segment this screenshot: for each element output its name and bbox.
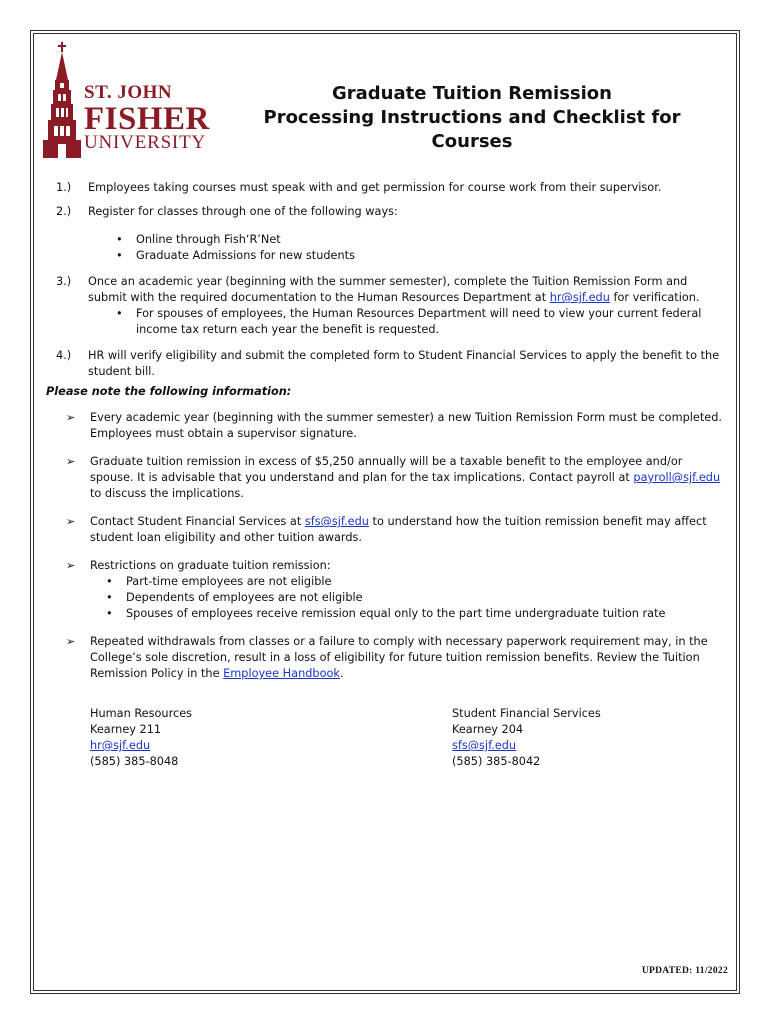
note-item (46, 454, 728, 502)
arrow-bullet-icon: ➢ (66, 455, 76, 468)
arrow-bullet-icon: ➢ (66, 559, 76, 572)
document-body (46, 180, 728, 770)
list-item: • Part-time employees are not eligible (86, 574, 728, 590)
note-heading: Please note the following information: (46, 385, 292, 398)
step-number: 2.) (56, 205, 72, 218)
contact-name: Student Financial Services (452, 707, 601, 720)
list-item: • For spouses of employees, the Human Resources Department will need to view your current federal income tax return each year the benefit is requested. (88, 306, 728, 338)
note-item (46, 514, 728, 546)
updated-date: UPDATED: 11/2022 (641, 966, 728, 976)
title-line-1: Graduate Tuition Remission (331, 83, 612, 104)
step-number: 1.) (56, 181, 72, 194)
contact-location: Kearney 204 (452, 723, 524, 736)
arrow-bullet-icon: ➢ (66, 515, 76, 528)
step-number: 3.) (56, 275, 72, 288)
tower-icon (40, 40, 84, 158)
arrow-bullet-icon: ➢ (66, 411, 76, 424)
note-text: Graduate tuition remission in excess of $5,250 annually will be a taxable benefit to the employee and/or spouse. It is advisable that you understand and plan for the tax implications. Contact payroll at (90, 455, 683, 484)
step-2 (46, 204, 728, 264)
hr-email-link[interactable]: hr@sjf.edu (549, 291, 610, 304)
logo-line-st-john: ST. JOHN (84, 82, 173, 103)
contact-student-financial-services (452, 706, 601, 770)
step-number: 4.) (56, 349, 72, 362)
document-title (236, 82, 708, 154)
contact-location: Kearney 211 (90, 723, 162, 736)
list-item: • Spouses of employees receive remission equal only to the part time undergraduate tuition rate (86, 606, 728, 622)
sfs-email-link[interactable]: sfs@sjf.edu (304, 515, 369, 528)
contact-phone: (585) 385-8048 (90, 755, 179, 768)
arrow-bullet-icon: ➢ (66, 635, 76, 648)
step-text: Once an academic year (beginning with the summer semester), complete the Tuition Remission Form and submit with the required documentation to the Human Resources Department at (88, 275, 688, 304)
step-text: Employees taking courses must speak with and get permission for course work from their supervisor. (88, 181, 662, 194)
note-text-after: to understand how the tuition remission benefit may affect student loan eligibility and other tuition awards. (90, 515, 707, 544)
payroll-email-link[interactable]: payroll@sjf.edu (633, 471, 721, 484)
step-text: Register for classes through one of the following ways: (88, 205, 398, 218)
step-3 (46, 274, 728, 338)
logo-line-fisher: FISHER (84, 101, 210, 137)
step-text-after: for verification. (613, 291, 700, 304)
step-3-bullets (88, 306, 728, 338)
contacts-section (46, 706, 728, 770)
note-text: Repeated withdrawals from classes or a failure to comply with necessary paperwork requirement may, in the College’s sole discretion, result in a loss of eligibility for future tuition remission benefits. Review the Tuition Remission Policy in the (90, 635, 708, 680)
note-item (46, 634, 728, 682)
title-line-2: Processing Instructions and Checklist for Courses (263, 107, 681, 152)
note-text: Every academic year (beginning with the summer semester) a new Tuition Remission Form must be completed. Employees must obtain a supervisor signature. (90, 411, 722, 440)
step-2-bullets (88, 232, 728, 264)
logo-line-university: UNIVERSITY (84, 132, 206, 153)
note-text: Contact Student Financial Services at (90, 515, 302, 528)
contact-name: Human Resources (90, 707, 193, 720)
note-text: Restrictions on graduate tuition remission: (90, 559, 331, 572)
contact-phone: (585) 385-8042 (452, 755, 541, 768)
step-text: HR will verify eligibility and submit the completed form to Student Financial Services to apply the benefit to the student bill. (88, 349, 720, 378)
contact-email-link[interactable]: sfs@sjf.edu (452, 739, 517, 752)
contact-email-link[interactable]: hr@sjf.edu (90, 739, 151, 752)
university-logo (40, 40, 215, 158)
note-text-after: to discuss the implications. (90, 487, 244, 500)
list-item: • Online through Fish‘R’Net (88, 232, 728, 248)
employee-handbook-link[interactable]: Employee Handbook (223, 667, 340, 680)
list-item: • Graduate Admissions for new students (88, 248, 728, 264)
note-text-after: . (339, 667, 344, 680)
restrictions-bullets (90, 574, 728, 622)
note-item (46, 558, 728, 622)
note-item (46, 410, 728, 442)
step-4 (46, 348, 728, 380)
contact-human-resources (90, 706, 192, 770)
list-item: • Dependents of employees are not eligible (86, 590, 728, 606)
step-1 (46, 180, 728, 196)
